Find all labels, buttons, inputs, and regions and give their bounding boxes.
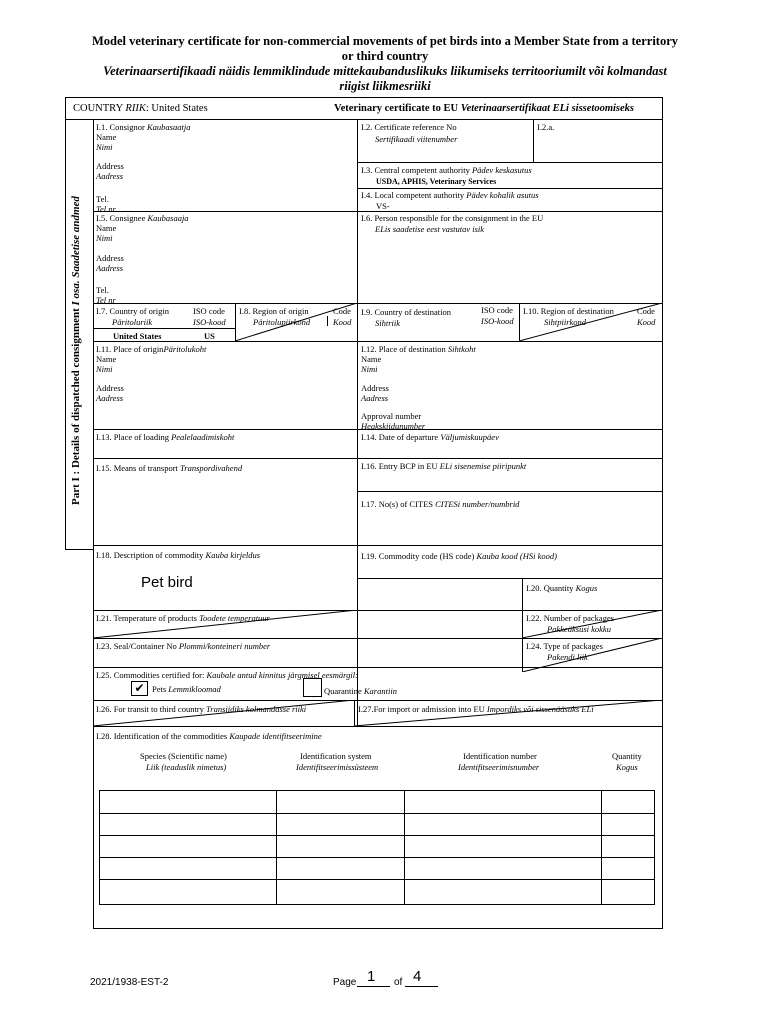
country-label: COUNTRY RIIK: United States bbox=[73, 103, 208, 114]
col-idsystem-header: Identification system bbox=[300, 751, 372, 761]
i1-tel: Tel. bbox=[96, 194, 109, 204]
i1-label: I.1. Consignor Kaubasaatja bbox=[96, 122, 191, 132]
i1-name-et: Nimi bbox=[96, 142, 113, 152]
i11-name-et: Nimi bbox=[96, 364, 113, 374]
i9-iso: ISO code bbox=[481, 305, 513, 315]
i3-label: I.3. Central competent authority Pädev keskasutus bbox=[361, 165, 532, 175]
i5-tel-et: Tel nr bbox=[96, 295, 116, 305]
i12-approval-et: Heakskiidunumber bbox=[361, 421, 426, 431]
i10-code: Code bbox=[637, 306, 655, 316]
i18-value: Pet bird bbox=[141, 574, 193, 591]
i21-strike bbox=[93, 610, 357, 638]
page-total: 4 bbox=[413, 968, 422, 985]
i5-name-et: Nimi bbox=[96, 233, 113, 243]
i10-strike bbox=[519, 303, 662, 341]
title-line2: or third country bbox=[341, 49, 429, 63]
i26-strike bbox=[93, 700, 354, 726]
i15-label: I.15. Means of transport Transpordivahend bbox=[96, 463, 243, 473]
i8-code: Code bbox=[333, 306, 351, 316]
i2a-label: I.2.a. bbox=[537, 122, 555, 132]
page-label: Page bbox=[333, 977, 357, 988]
i3-value: USDA, APHIS, Veterinary Services bbox=[376, 177, 497, 186]
i9-iso-et: ISO-kood bbox=[481, 316, 514, 326]
i7-label: I.7. Country of origin bbox=[96, 306, 169, 316]
i11-label: I.11. Place of originPäritolukoht bbox=[96, 344, 207, 354]
i27-strike bbox=[354, 700, 662, 726]
title-line4: riigist liikmesriiki bbox=[339, 79, 431, 93]
title-line1: Model veterinary certificate for non-commercial movements of pet birds into a Member State from a territory bbox=[91, 34, 679, 48]
i7-iso: ISO code bbox=[193, 306, 225, 316]
i1-name: Name bbox=[96, 132, 117, 142]
i16-label: I.16. Entry BCP in EU ELi sisenemise piiripunkt bbox=[361, 461, 527, 471]
i12-name-et: Nimi bbox=[361, 364, 378, 374]
i14-label: I.14. Date of departure Väljumiskuupäev bbox=[361, 432, 499, 442]
i22-strike bbox=[522, 610, 662, 638]
i5-name: Name bbox=[96, 223, 117, 233]
i22-label: I.22. Number of packages bbox=[526, 613, 615, 623]
i2-label-et: Sertifikaadi viitenumber bbox=[375, 134, 458, 144]
i9-label: I.9. Country of destination bbox=[361, 307, 451, 317]
part1-side-label: Part I : Details of dispatched consignment I osa. Saadetise andmed bbox=[70, 196, 82, 505]
i10-code-et: Kood bbox=[637, 317, 656, 327]
title-line3: Veterinaarsertifikaadi näidis lemmiklindude mittekaubanduslikuks liikumiseks territooriumilt või kolmandast bbox=[103, 64, 667, 78]
i6-label-et: ELis saadetise eest vastutav isik bbox=[375, 224, 485, 234]
page-number: 1 bbox=[367, 968, 376, 985]
i11-name: Name bbox=[96, 354, 117, 364]
i6-label: I.6. Person responsible for the consignment in the EU bbox=[361, 213, 544, 223]
i25-label: I.25. Commodities certified for: Kaubale antud kinnitus järgmisel eesmärgil: bbox=[96, 670, 358, 680]
i17-label: I.17. No(s) of CITES CITESi number/numbrid bbox=[361, 499, 520, 509]
of-label: of bbox=[394, 977, 403, 988]
i7-label-et: Päritoluriik bbox=[112, 317, 153, 327]
i28-label: I.28. Identification of the commodities Kaupade identifitseerimine bbox=[96, 731, 322, 741]
i24-label-et: Pakendi liik bbox=[547, 652, 588, 662]
i4-value: VS- bbox=[376, 201, 390, 211]
i12-label: I.12. Place of destination Sihtkoht bbox=[361, 344, 476, 354]
quarantine-label: Quarantine Karantiin bbox=[324, 686, 397, 696]
i12-approval: Approval number bbox=[361, 411, 422, 421]
i11-address: Address bbox=[96, 383, 124, 393]
i22-label-et: Pakkeüksusi kokku bbox=[547, 624, 611, 634]
i2-label: I.2. Certificate reference No bbox=[361, 122, 457, 132]
i5-address-et: Aadress bbox=[96, 263, 124, 273]
i8-label: I.8. Region of origin bbox=[239, 306, 309, 316]
col-species-header: Species (Scientific name) bbox=[140, 751, 227, 761]
i5-address: Address bbox=[96, 253, 124, 263]
i21-label: I.21. Temperature of products Toodete temperatuur bbox=[96, 613, 270, 623]
i27-label: I.27.For import or admission into EU Impordiks või sisseпääsuks ELi bbox=[358, 704, 594, 714]
pets-label: Pets Lemmikloomad bbox=[152, 684, 221, 694]
i19-label: I.19. Commodity code (HS code) Kauba kood (HSi kood) bbox=[361, 551, 557, 561]
doc-id: 2021/1938-EST-2 bbox=[90, 977, 169, 988]
cert-label: Veterinary certificate to EU Veterinaarsertifikaat ELi sissetoomiseks bbox=[334, 103, 634, 114]
i12-address-et: Aadress bbox=[361, 393, 389, 403]
i8-label-et: Päritolupiirkond bbox=[253, 317, 311, 327]
i10-label: I.10. Region of destination bbox=[523, 306, 614, 316]
i12-name: Name bbox=[361, 354, 382, 364]
i10-label-et: Sihtpiirkond bbox=[544, 317, 587, 327]
i8-strike bbox=[235, 303, 357, 341]
i5-label: I.5. Consignee Kaubasaaja bbox=[96, 213, 189, 223]
i7-value: United States bbox=[113, 331, 162, 341]
i18-label: I.18. Description of commodity Kauba kirjeldus bbox=[96, 550, 261, 560]
i26-label: I.26. For transit to third country Transiidiks kolmandasse riiki bbox=[96, 704, 307, 714]
i1-address: Address bbox=[96, 161, 124, 171]
i24-label: I.24. Type of packages bbox=[526, 641, 603, 651]
quarantine-checkbox[interactable] bbox=[303, 678, 322, 697]
i7-iso-et: ISO-kood bbox=[193, 317, 226, 327]
col-idsystem-header-et: Identifitseerimissüsteem bbox=[296, 762, 379, 772]
i5-tel: Tel. bbox=[96, 285, 109, 295]
i13-label: I.13. Place of loading Pealelaadimiskoht bbox=[96, 432, 235, 442]
pets-checkbox[interactable]: ✔ bbox=[131, 681, 148, 696]
i7-iso-value: US bbox=[204, 331, 215, 341]
col-idnumber-header-et: Identifitseerimisnumber bbox=[458, 762, 540, 772]
i20-label: I.20. Quantity Kogus bbox=[526, 583, 598, 593]
i11-address-et: Aadress bbox=[96, 393, 124, 403]
col-quantity-header: Quantity bbox=[612, 751, 642, 761]
i8-code-et: Kood bbox=[333, 317, 352, 327]
i1-address-et: Aadress bbox=[96, 171, 124, 181]
i4-label: I.4. Local competent authority Pädev kohalik asutus bbox=[361, 190, 539, 200]
i23-label: I.23. Seal/Container No Plommi/konteineri number bbox=[96, 641, 271, 651]
i1-tel-et: Tel nr bbox=[96, 204, 116, 214]
i12-address: Address bbox=[361, 383, 389, 393]
col-quantity-header-et: Kogus bbox=[616, 762, 638, 772]
i9-label-et: Sihtriik bbox=[375, 318, 401, 328]
identification-table bbox=[99, 790, 655, 905]
col-idnumber-header: Identification number bbox=[463, 751, 537, 761]
col-species-header-et: Liik (teaduslik nimetus) bbox=[146, 762, 227, 772]
